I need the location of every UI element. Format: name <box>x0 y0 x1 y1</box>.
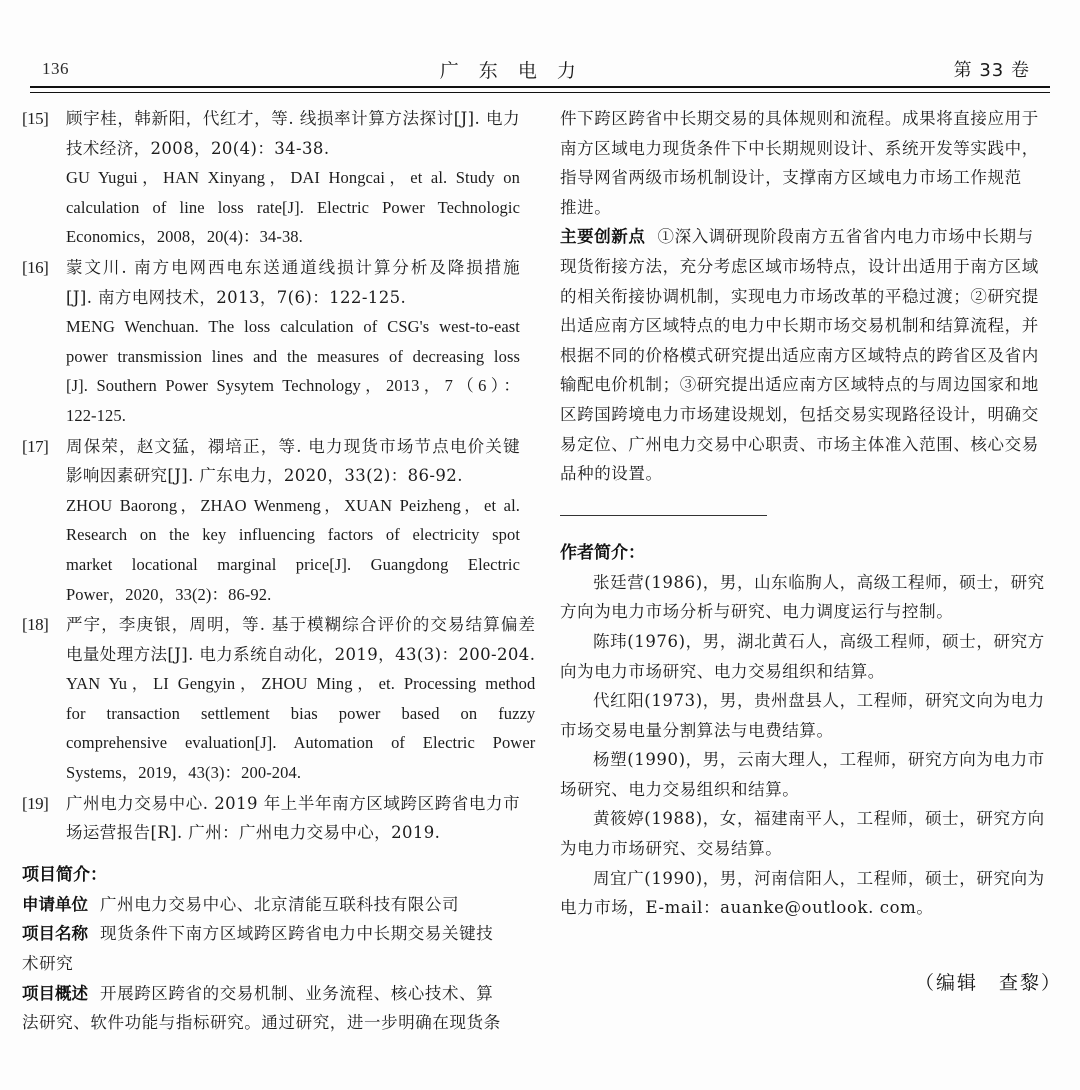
reference-number: [17] <box>22 436 49 456</box>
reference-entry <box>22 789 520 848</box>
project-field-row <box>22 979 520 1009</box>
author-bio-line: 场研究、电力交易组织和结算。 <box>560 779 800 799</box>
project-field-value: 现货条件下南方区域跨区跨省电力中长期交易关键技 <box>100 924 494 944</box>
reference-line: 技术经济，2008，20(4)：34-38. <box>66 138 330 158</box>
reference-line: Economics，2008，20(4)：34-38. <box>66 227 303 247</box>
innovation-line: 现货衔接方法，充分考虑区域市场特点，设计出适用于南方区域 <box>560 256 1039 276</box>
continuation-paragraph <box>560 104 1058 222</box>
reference-line: ZHOU Baorong，ZHAO Wenmeng，XUAN Peizheng，et al. <box>66 495 520 515</box>
reference-line: 影响因素研究[J]. 广东电力，2020，33(2)：86-92. <box>66 466 463 486</box>
bio-section-heading: 作者简介： <box>560 542 645 563</box>
reference-line: market locational marginal price[J]. Guangdong Electric <box>66 554 520 574</box>
innovation-line: 品种的设置。 <box>560 464 663 484</box>
innovation-text: ①深入调研现阶段南方五省省内电力市场中长期与 <box>657 227 1034 247</box>
author-bio-line: 杨塑(1990)，男，云南大理人，工程师，研究方向为电力市 <box>593 750 1045 770</box>
reference-line: 电量处理方法[J]. 电力系统自动化，2019，43(3)：200-204. <box>66 644 536 664</box>
reference-entry <box>22 432 520 610</box>
reference-line: MENG Wenchuan. The loss calculation of CSG's west-to-east <box>66 317 520 337</box>
reference-entry <box>22 253 520 431</box>
header-divider <box>30 86 1050 93</box>
reference-line: 周保荣，赵文猛，禤培正，等. 电力现货市场节点电价关键 <box>66 436 520 456</box>
reference-line: [J]. 南方电网技术，2013，7(6)：122-125. <box>66 287 407 307</box>
reference-line: Research on the key influencing factors of electricity spot <box>66 525 520 545</box>
page-number: 136 <box>42 59 69 78</box>
reference-text <box>66 253 520 431</box>
reference-line: comprehensive evaluation[J]. Automation of Electric Power <box>66 733 536 753</box>
innovation-line: 根据不同的价格模式研究提出适应南方区域特点的跨省区及省内 <box>560 345 1039 365</box>
author-bio-line: 市场交易电量分割算法与电费结算。 <box>560 720 834 740</box>
bio-divider <box>560 515 767 516</box>
running-head <box>28 52 1052 86</box>
reference-number: [16] <box>22 257 49 277</box>
reference-line: 顾宇桂，韩新阳，代红才，等. 线损率计算方法探讨[J]. 电力 <box>66 109 520 128</box>
reference-line: 广州电力交易中心. 2019 年上半年南方区域跨区跨省电力市 <box>66 793 520 813</box>
project-field-row <box>22 919 520 949</box>
left-column <box>22 104 536 1038</box>
project-field-row <box>22 890 520 920</box>
author-bio-line: 黄筱婷(1988)，女，福建南平人，工程师，硕士，研究方向 <box>593 809 1045 829</box>
author-bio-list <box>560 568 1058 923</box>
project-field-value: 法研究、软件功能与指标研究。通过研究，进一步明确在现货条 <box>22 1013 501 1033</box>
author-bio-line: 方向为电力市场分析与研究、电力调度运行与控制。 <box>560 602 954 622</box>
author-bio-line: 为电力市场研究、交易结算。 <box>560 839 783 859</box>
reference-number: [18] <box>22 615 49 635</box>
paragraph-line: 指导网省两级市场机制设计，支撑南方区域电力市场工作规范 <box>560 168 1022 188</box>
innovation-line <box>560 222 1058 252</box>
reference-entry <box>22 610 536 788</box>
project-field-label: 项目名称 <box>22 924 88 944</box>
reference-entry <box>22 104 520 252</box>
paragraph-line: 件下跨区跨省中长期交易的具体规则和流程。成果将直接应用于 <box>560 109 1039 128</box>
author-bio-line: 向为电力市场研究、电力交易组织和结算。 <box>560 661 885 681</box>
project-field-continuation <box>22 949 520 979</box>
reference-line: YAN Yu，LI Gengyin，ZHOU Ming，et. Processing method <box>66 674 536 694</box>
paragraph-line: 南方区域电力现货条件下中长期规则设计、系统开发等实践中， <box>560 138 1039 158</box>
editor-credit: （编辑 查黎） <box>914 972 1062 994</box>
project-fields <box>22 890 520 1038</box>
reference-text <box>66 789 520 848</box>
reference-line: 122-125. <box>66 405 126 425</box>
reference-text <box>66 104 520 252</box>
right-column <box>560 104 1058 923</box>
project-field-label: 申请单位 <box>22 894 88 914</box>
innovation-line: 的相关衔接协调机制，实现电力市场改革的平稳过渡；②研究提 <box>560 286 1039 306</box>
author-bio-line: 代红阳(1973)，男，贵州盘县人，工程师，研究文向为电力 <box>593 691 1045 711</box>
journal-title: 广 东 电 力 <box>439 59 583 82</box>
reference-number: [19] <box>22 793 49 813</box>
paragraph-line: 推进。 <box>560 197 612 217</box>
reference-line: for transaction settlement bias power based on fuzzy <box>66 703 536 723</box>
reference-line: power transmission lines and the measures of decreasing loss <box>66 346 520 366</box>
innovation-line: 出适应南方区域特点的电力中长期市场交易机制和结算流程，并 <box>560 316 1039 336</box>
innovation-paragraph <box>560 222 1058 488</box>
reference-line: [J]. Southern Power Sysytem Technology，2013，7（6）： <box>66 376 520 396</box>
project-field-value: 开展跨区跨省的交易机制、业务流程、核心技术、算 <box>100 983 494 1003</box>
author-bio-line: 周宜广(1990)，男，河南信阳人，工程师，硕士，研究向为 <box>593 868 1045 888</box>
project-field-continuation <box>22 1008 520 1038</box>
reference-line: Power，2020，33(2)：86-92. <box>66 584 272 604</box>
reference-line: 严宇，李庚银，周明，等. 基于模糊综合评价的交易结算偏差 <box>66 615 536 635</box>
author-bio-line: 张廷营(1986)，男，山东临朐人，高级工程师，硕士，研究 <box>593 572 1045 592</box>
volume-label: 第 33 卷 <box>953 60 1030 81</box>
innovation-label: 主要创新点 <box>560 227 646 247</box>
reference-list <box>22 104 536 848</box>
reference-line: 场运营报告[R]. 广州：广州电力交易中心，2019. <box>66 823 441 843</box>
reference-text <box>66 610 535 788</box>
project-field-label: 项目概述 <box>22 983 88 1003</box>
author-bio-line: 电力市场，E-mail：auanke@outlook. com。 <box>560 898 934 918</box>
innovation-line: 输配电价机制；③研究提出适应南方区域特点的与周边国家和地 <box>560 375 1039 395</box>
project-field-value: 广州电力交易中心、北京清能互联科技有限公司 <box>100 894 460 914</box>
innovation-line: 区跨国跨境电力市场建设规划，包括交易实现路径设计，明确交 <box>560 404 1039 424</box>
reference-line: 蒙文川. 南方电网西电东送通道线损计算分析及降损措施 <box>66 257 520 277</box>
reference-number: [15] <box>22 109 49 128</box>
innovation-line: 易定位、广州电力交易中心职责、市场主体准入范围、核心交易 <box>560 434 1039 454</box>
reference-line: GU Yugui，HAN Xinyang，DAI Hongcai，et al. Study on <box>66 168 520 188</box>
reference-line: Systems，2019，43(3)：200-204. <box>66 763 302 783</box>
reference-line: calculation of line loss rate[J]. Electric Power Technologic <box>66 197 520 217</box>
reference-text <box>66 432 520 610</box>
author-bio-line: 陈玮(1976)，男，湖北黄石人，高级工程师，硕士，研究方 <box>593 631 1045 651</box>
project-field-value: 术研究 <box>22 954 74 974</box>
project-section-heading: 项目简介： <box>22 864 107 885</box>
